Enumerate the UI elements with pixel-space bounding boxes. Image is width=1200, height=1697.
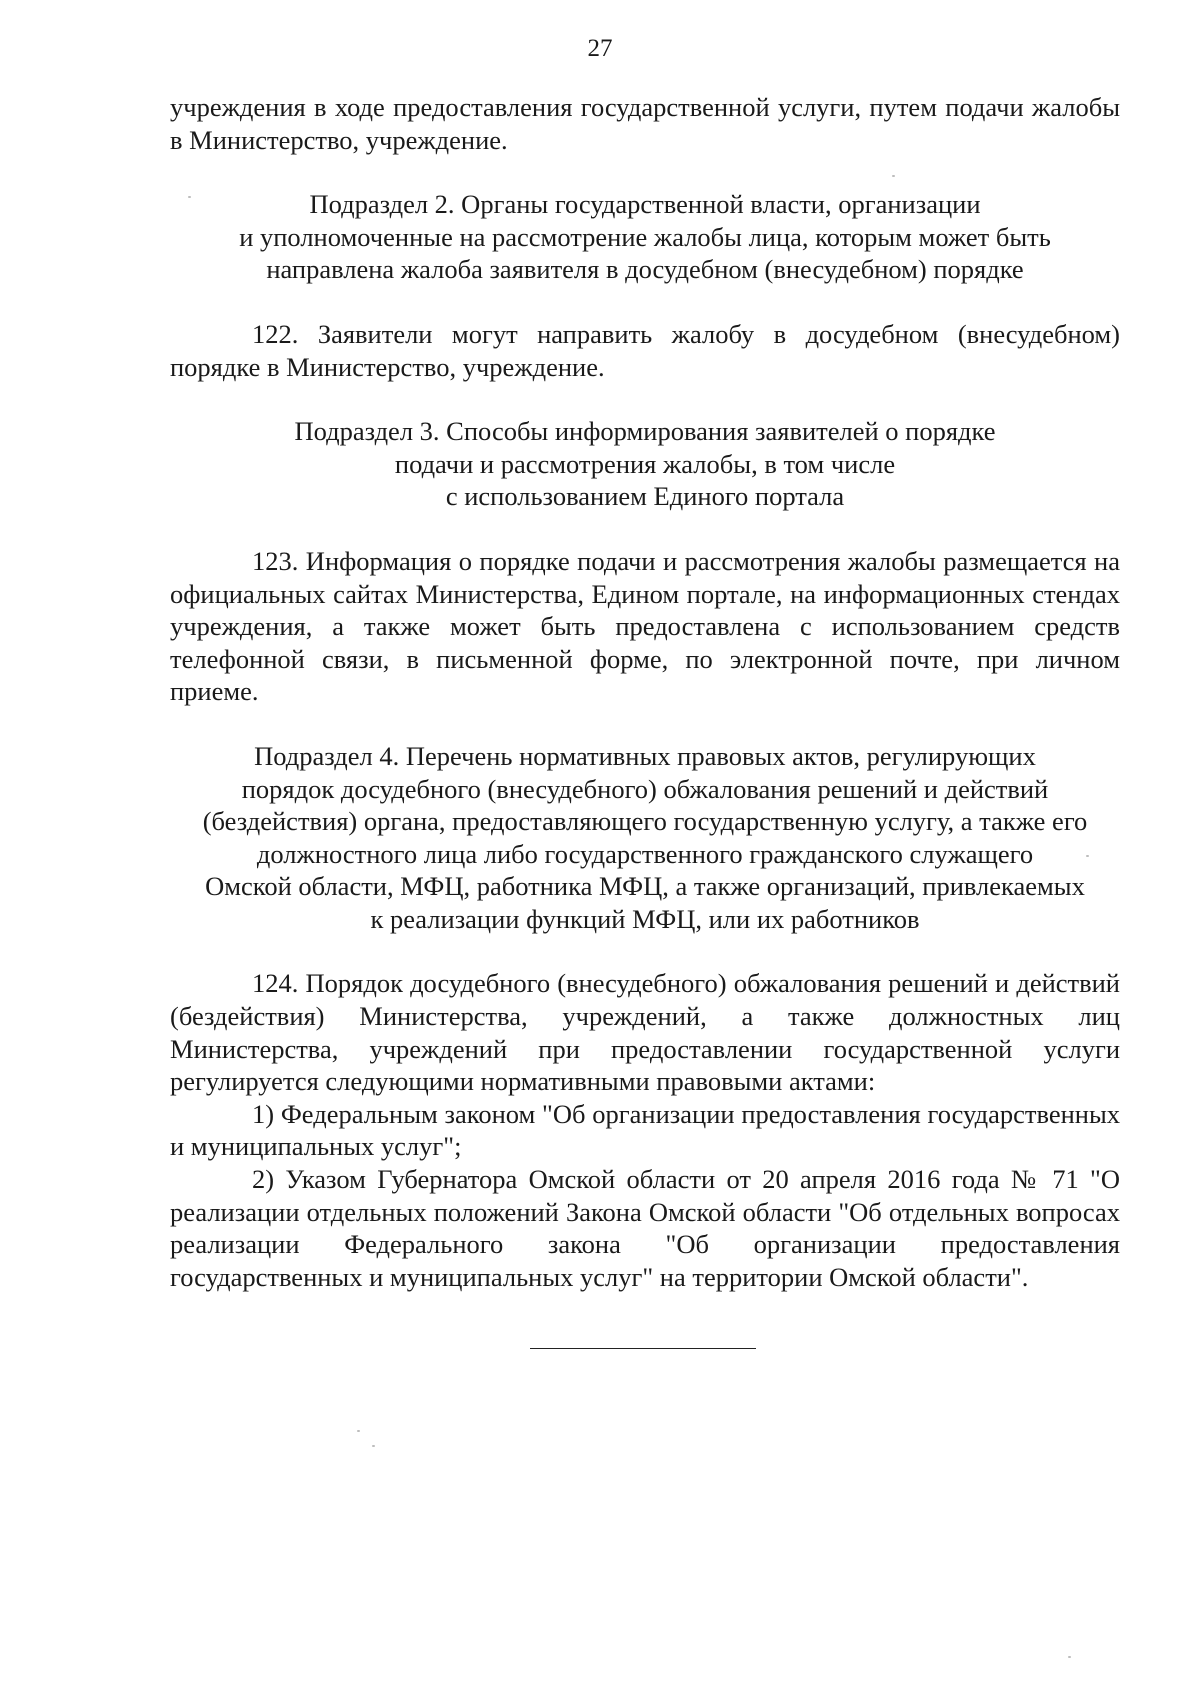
heading-line: должностного лица либо государственного гражданского служащего (256, 838, 1034, 869)
heading-line: и уполномоченные на рассмотрение жалобы лица, которым может быть (239, 221, 1051, 252)
document-body (170, 91, 1120, 1293)
paragraph-123: 123. Информация о порядке подачи и рассмотрения жалобы размещается на официальных сайтах Министерства, Едином портале, на информационных стендах учреждения, а также может быть предоставлена с использованием средств телефонной связи, в письменной форме, по электронной почте, при личном приеме. (170, 545, 1120, 707)
page-number: 27 (587, 35, 613, 62)
list-item-1: 1) Федеральным законом "Об организации предоставления государственных и муниципальных услуг"; (170, 1098, 1120, 1162)
heading-line: порядок досудебного (внесудебного) обжалования решений и действий (241, 773, 1049, 804)
heading-line: Подраздел 4. Перечень нормативных правовых актов, регулирующих (254, 740, 1036, 771)
heading-line: направлена жалоба заявителя в досудебном (внесудебном) порядке (266, 254, 1024, 285)
heading-line: Подраздел 3. Способы информирования заявителей о порядке (294, 416, 996, 447)
heading-line: с использованием Единого портала (445, 481, 845, 512)
heading-line: Омской области, МФЦ, работника МФЦ, а также организаций, привлекаемых (205, 871, 1085, 902)
scan-speck (1068, 1656, 1071, 1658)
subsection-3-heading (170, 415, 1120, 513)
scan-speck (1086, 855, 1089, 857)
heading-line: Подраздел 2. Органы государственной власти, организации (309, 189, 981, 220)
paragraph-124: 124. Порядок досудебного (внесудебного) обжалования решений и действий (бездействия) Министерства, учреждений, а также должностных лиц Министерства, учреждений при предоставлении государственной услуги регулируется следующими нормативными правовыми актами: (170, 968, 1120, 1097)
subsection-4-heading (170, 740, 1120, 936)
scan-speck (892, 175, 895, 177)
scan-speck (372, 1445, 375, 1447)
subsection-2-heading (170, 188, 1120, 286)
paragraph-continuation: учреждения в ходе предоставления государственной услуги, путем подачи жалобы в Министерство, учреждение. (170, 92, 1120, 155)
heading-line: к реализации функций МФЦ, или их работников (370, 903, 920, 934)
end-of-document-rule (530, 1348, 756, 1349)
scan-speck (357, 1430, 360, 1432)
heading-line: подачи и рассмотрения жалобы, в том числе (394, 448, 896, 479)
heading-line: (бездействия) органа, предоставляющего государственную услугу, а также его (202, 806, 1088, 837)
list-item-2: 2) Указом Губернатора Омской области от 20 апреля 2016 года № 71 "О реализации отдельных положений Закона Омской области "Об отдельных вопросах реализации Федерального закона "Об организации предоставления государственных и муниципальных услуг" на территории Омской области". (170, 1164, 1120, 1292)
scan-speck (188, 196, 191, 198)
paragraph-122: 122. Заявители могут направить жалобу в досудебном (внесудебном) порядке в Министерство, учреждение. (170, 318, 1120, 382)
